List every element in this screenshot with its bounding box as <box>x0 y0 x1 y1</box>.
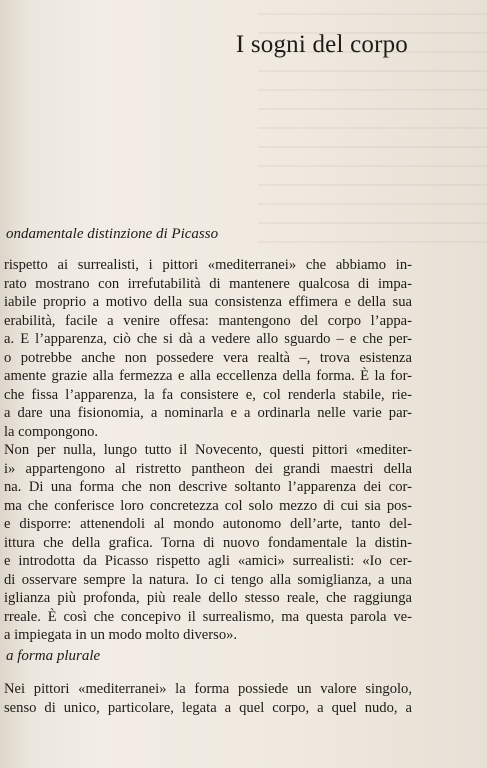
text-line: a. E l’apparenza, ciò che si dà a vedere allo sguardo – e che per- <box>4 331 412 347</box>
text-line: erabilità, facile a venire offesa: mantengono del corpo l’appa- <box>4 312 412 329</box>
text-line: la compongono. <box>4 423 99 440</box>
text-line: a impiegata in un modo molto diverso». <box>4 627 238 643</box>
text-line: o potrebbe anche non possedere vera realtà –, trova esistenza <box>4 349 412 366</box>
text-line: e disporre: attenendoli al mondo autonomo dell’arte, tanto del- <box>4 516 412 532</box>
text-line: rato mostrano con irrefutabilità di mantenere qualcosa di impa- <box>4 275 412 292</box>
text-line: ittura che della grafica. Torna di nuovo fondamentale la distin- <box>4 534 412 551</box>
section-1-text <box>4 256 412 645</box>
text-line: e introdotta da Picasso rispetto agli «amici» surrealisti: «Io cer- <box>4 553 412 569</box>
text-line: amente grazie alla fermezza e alla eccellenza della forma. È la for- <box>4 368 412 384</box>
text-line: Non per nulla, lungo tutto il Novecento, questi pittori «mediter- <box>4 442 412 458</box>
text-line: senso di unico, particolare, legata a quel corpo, a quel nudo, a <box>4 699 412 716</box>
section-heading-2: a forma plurale <box>6 648 101 664</box>
text-line: rispetto ai surrealisti, i pittori «mediterranei» che abbiamo in- <box>4 257 412 273</box>
text-line: na. Di una forma che non descrive soltanto l’apparenza dei cor- <box>4 479 412 495</box>
text-line: iglianza più profonda, più reale dello stesso reale, che raggiunga <box>4 590 412 606</box>
text-line: iabile proprio a motivo della sua consistenza effimera e della sua <box>4 294 412 310</box>
page-title: I sogni del corpo <box>235 31 408 58</box>
section-2-text <box>4 680 412 717</box>
text-line: rreale. È così che concepivo il surrealismo, ma questa parola ve- <box>4 608 412 625</box>
text-line: i» appartengono al ristretto pantheon dei grandi maestri della <box>4 460 412 477</box>
text-line: ma che conferisce loro concretezza col solo mezzo di cui sia pos- <box>4 497 412 514</box>
text-line: Nei pittori «mediterranei» la forma possiede un valore singolo, <box>4 681 412 697</box>
text-line: di osservare sempre la natura. Io ci tengo alla somiglianza, a una <box>4 571 412 588</box>
text-line: a dare una fisionomia, a nominarla e a ordinarla nelle varie par- <box>4 405 412 421</box>
section-heading-1: ondamentale distinzione di Picasso <box>6 226 219 242</box>
text-line: che fissa l’apparenza, la fa consistere e, col renderla stabile, rie- <box>4 386 412 403</box>
